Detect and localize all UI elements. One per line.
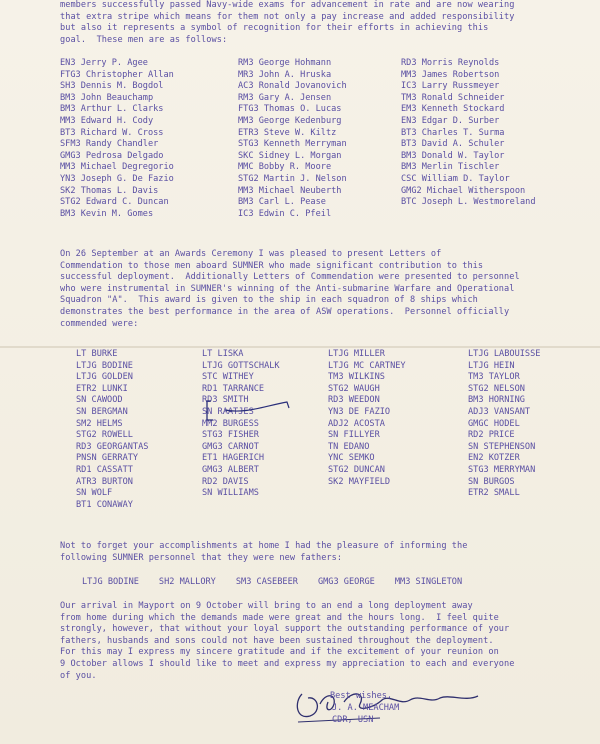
advanced-sailor-entry: BT3 Charles T. Surma [401, 127, 505, 138]
advanced-sailor-entry: ETR3 Steve W. Kiltz [238, 127, 337, 138]
advanced-sailor-entry: STG2 Martin J. Nelson [238, 173, 347, 184]
commended-sailor-entry: RD3 GEORGANTAS [76, 441, 149, 452]
new-father-entry: GMG3 GEORGE [317, 577, 375, 587]
commended-sailor-entry: YNC SEMKO [328, 453, 375, 464]
advancement-column-2 [238, 58, 347, 220]
commended-list [60, 349, 580, 514]
commended-sailor-entry: ADJ2 ACOSTA [328, 418, 385, 429]
commended-sailor-entry: STG3 FISHER [202, 430, 259, 441]
fathers-paragraph: Not to forget your accomplishments at home I had the pleasure of informing the following SUMNER personnel that they were new fathers: [60, 541, 468, 563]
advanced-sailor-entry: FTG3 Thomas O. Lucas [238, 104, 342, 115]
closing-paragraph: Our arrival in Mayport on 9 October will bring to an end a long deployment away from home during which the demands made were great and the hours long. I feel quite strongly, however, that without your loyal support the outstanding performance of your fathers, husbands and sons could not have been sustained throughout the deployment. For this may I express my sincere gratitude and if the excitement of your reunion on 9 October allows I should like to meet and express my appreciation to each and everyone of you. [60, 601, 515, 681]
commended-sailor-entry: ETR2 LUNKI [76, 383, 128, 394]
advanced-sailor-entry: MMC Bobby R. Moore [238, 162, 332, 173]
commended-sailor-entry: GMG3 ALBERT [202, 464, 259, 475]
signature-block [330, 690, 399, 726]
advanced-sailor-entry: MM3 George Kedenburg [238, 115, 342, 126]
new-father-entry: SM3 CASEBEER [235, 577, 298, 587]
intro-paragraph: members successfully passed Navy-wide exams for advancement in rate and are now wearing that extra stripe which means for them not only a pay increase and added responsibility but also it represents a symbol of recognition for their efforts in achieving this goal. These men are as follows: [60, 0, 515, 45]
commended-sailor-entry: EN2 KOTZER [468, 453, 520, 464]
commended-sailor-entry: RD1 TARRANCE [202, 383, 265, 394]
advanced-sailor-entry: BM3 Merlin Tischler [401, 162, 500, 173]
commended-column-3 [328, 349, 406, 488]
advanced-sailor-entry: RM3 George Hohmann [238, 58, 332, 68]
commended-sailor-entry: LT BURKE [76, 349, 118, 359]
advanced-sailor-entry: SK2 Thomas L. Davis [60, 185, 159, 196]
advanced-sailor-entry: SKC Sidney L. Morgan [238, 150, 342, 161]
commended-sailor-entry: RD3 WEEDON [328, 395, 380, 406]
commended-sailor-entry: RD2 PRICE [468, 430, 515, 441]
commended-sailor-entry: SN WILLIAMS [202, 488, 259, 499]
advanced-sailor-entry: BTC Joseph L. Westmoreland [401, 197, 536, 208]
advanced-sailor-entry: MM3 Michael Degregorio [60, 162, 174, 173]
new-fathers-list [82, 577, 482, 589]
commended-sailor-entry: BM3 HORNING [468, 395, 525, 406]
advanced-sailor-entry: SFM3 Randy Chandler [60, 139, 159, 150]
advanced-sailor-entry: GMG2 Michael Witherspoon [401, 185, 526, 196]
advanced-sailor-entry: STG3 Kenneth Merryman [238, 139, 347, 150]
commended-sailor-entry: STG2 ROWELL [76, 430, 133, 441]
commended-sailor-entry: YN3 DE FAZIO [328, 406, 391, 417]
advanced-sailor-entry: BM3 John Beauchamp [60, 92, 154, 103]
commended-sailor-entry: STG3 MERRYMAN [468, 464, 536, 475]
commended-sailor-entry: STC WITHEY [202, 372, 254, 383]
commended-sailor-entry: ADJ3 VANSANT [468, 406, 531, 417]
advanced-sailor-entry: BM3 Kevin M. Gomes [60, 208, 154, 219]
advancement-list [60, 58, 580, 223]
commended-sailor-entry: LTJG GOLDEN [76, 372, 133, 383]
commended-sailor-entry: ATR3 BURTON [76, 476, 133, 487]
commended-sailor-entry: STG2 DUNCAN [328, 464, 385, 475]
commended-column-1 [76, 349, 148, 511]
commended-sailor-entry: RD2 DAVIS [202, 476, 249, 487]
commended-sailor-entry: TM3 WILKINS [328, 372, 385, 383]
advanced-sailor-entry: MM3 Michael Neuberth [238, 185, 342, 196]
handwritten-bracket-mark [205, 398, 295, 428]
commended-sailor-entry: SM2 HELMS [76, 418, 123, 429]
advanced-sailor-entry: STG2 Edward C. Duncan [60, 197, 169, 208]
commended-sailor-entry: LTJG GOTTSCHALK [202, 360, 280, 371]
advanced-sailor-entry: EN3 Edgar D. Surber [401, 115, 500, 126]
advanced-sailor-entry: AC3 Ronald Jovanovich [238, 81, 347, 92]
advanced-sailor-entry: YN3 Joseph G. De Fazio [60, 173, 174, 184]
signer-name: J. A. MEACHAM [332, 703, 400, 713]
advanced-sailor-entry: SH3 Dennis M. Bogdol [60, 81, 164, 92]
advanced-sailor-entry: MR3 John A. Hruska [238, 69, 332, 80]
commended-sailor-entry: TM3 TAYLOR [468, 372, 520, 383]
new-father-entry: MM3 SINGLETON [394, 577, 463, 587]
advanced-sailor-entry: IC3 Edwin C. Pfeil [238, 208, 332, 219]
commended-sailor-entry: ETR2 SMALL [468, 488, 520, 499]
commended-sailor-entry: GMGC HODEL [468, 418, 520, 429]
advanced-sailor-entry: IC3 Larry Russmeyer [401, 81, 500, 92]
advanced-sailor-entry: GMG3 Pedrosa Delgado [60, 150, 164, 161]
advanced-sailor-entry: BT3 David A. Schuler [401, 139, 505, 150]
commended-sailor-entry: STG2 WAUGH [328, 383, 380, 394]
commended-column-4 [468, 349, 540, 500]
salutation: Best wishes, [330, 691, 393, 701]
handwritten-signature [290, 682, 510, 732]
advanced-sailor-entry: MM3 James Robertson [401, 69, 500, 80]
commended-sailor-entry: RD1 CASSATT [76, 464, 133, 475]
commended-sailor-entry: LTJG LABOUISSE [468, 349, 541, 359]
commended-sailor-entry: LTJG MILLER [328, 349, 385, 359]
commended-sailor-entry: SN WOLF [76, 488, 113, 499]
advanced-sailor-entry: BM3 Arthur L. Clarks [60, 104, 164, 115]
advanced-sailor-entry: MM3 Edward H. Cody [60, 115, 154, 126]
advanced-sailor-entry: RD3 Morris Reynolds [401, 58, 500, 68]
commended-sailor-entry: SN RAATJES [202, 406, 254, 417]
advanced-sailor-entry: BM3 Carl L. Pease [238, 197, 326, 208]
new-father-entry: SH2 MALLORY [158, 577, 216, 587]
commended-sailor-entry: PNSN GERRATY [76, 453, 139, 464]
commendation-paragraph: On 26 September at an Awards Ceremony I was pleased to present Letters of Commendation to those men aboard SUMNER who made significant contribution to this successful deployment. Additionally Letters of Commendation were presented to personnel who were instrumental in SUMNER's winning of the Anti-submarine Warfare and Operational Squadron "A". This award is given to the ship in each squadron of 8 ships which demonstrates the best performance in the area of ASW operations. Personnel officially commended were: [60, 249, 520, 329]
commended-sailor-entry: ET1 HAGERICH [202, 453, 265, 464]
commended-sailor-entry: TN EDANO [328, 441, 370, 452]
new-father-entry: LTJG BODINE [82, 577, 139, 587]
advanced-sailor-entry: TM3 Ronald Schneider [401, 92, 505, 103]
advanced-sailor-entry: EM3 Kenneth Stockard [401, 104, 505, 115]
commended-sailor-entry: SN BURGOS [468, 476, 515, 487]
commended-sailor-entry: STG2 NELSON [468, 383, 525, 394]
commended-sailor-entry: LTJG HEIN [468, 360, 515, 371]
commended-sailor-entry: SK2 MAYFIELD [328, 476, 391, 487]
commended-sailor-entry: SN STEPHENSON [468, 441, 536, 452]
advanced-sailor-entry: BT3 Richard W. Cross [60, 127, 164, 138]
advanced-sailor-entry: BM3 Donald W. Taylor [401, 150, 505, 161]
advancement-column-3 [401, 58, 536, 209]
advanced-sailor-entry: EN3 Jerry P. Agee [60, 58, 148, 68]
commended-sailor-entry: BT1 CONAWAY [76, 499, 133, 510]
commended-sailor-entry: SN FILLYER [328, 430, 380, 441]
advanced-sailor-entry: FTG3 Christopher Allan [60, 69, 174, 80]
commended-sailor-entry: SN BERGMAN [76, 406, 128, 417]
commended-sailor-entry: RD3 SMITH [202, 395, 249, 406]
commended-sailor-entry: LTJG BODINE [76, 360, 133, 371]
commended-sailor-entry: SN CAWOOD [76, 395, 123, 406]
advanced-sailor-entry: CSC William D. Taylor [401, 173, 510, 184]
advancement-column-1 [60, 58, 174, 220]
advanced-sailor-entry: RM3 Gary A. Jensen [238, 92, 332, 103]
commended-sailor-entry: GMG3 CARNOT [202, 441, 259, 452]
page-fold-line [0, 346, 600, 348]
commended-sailor-entry: LT LISKA [202, 349, 244, 359]
commended-sailor-entry: LTJG MC CARTNEY [328, 360, 406, 371]
signer-rank: CDR, USN [332, 715, 374, 725]
commended-sailor-entry: MM2 BURGESS [202, 418, 259, 429]
